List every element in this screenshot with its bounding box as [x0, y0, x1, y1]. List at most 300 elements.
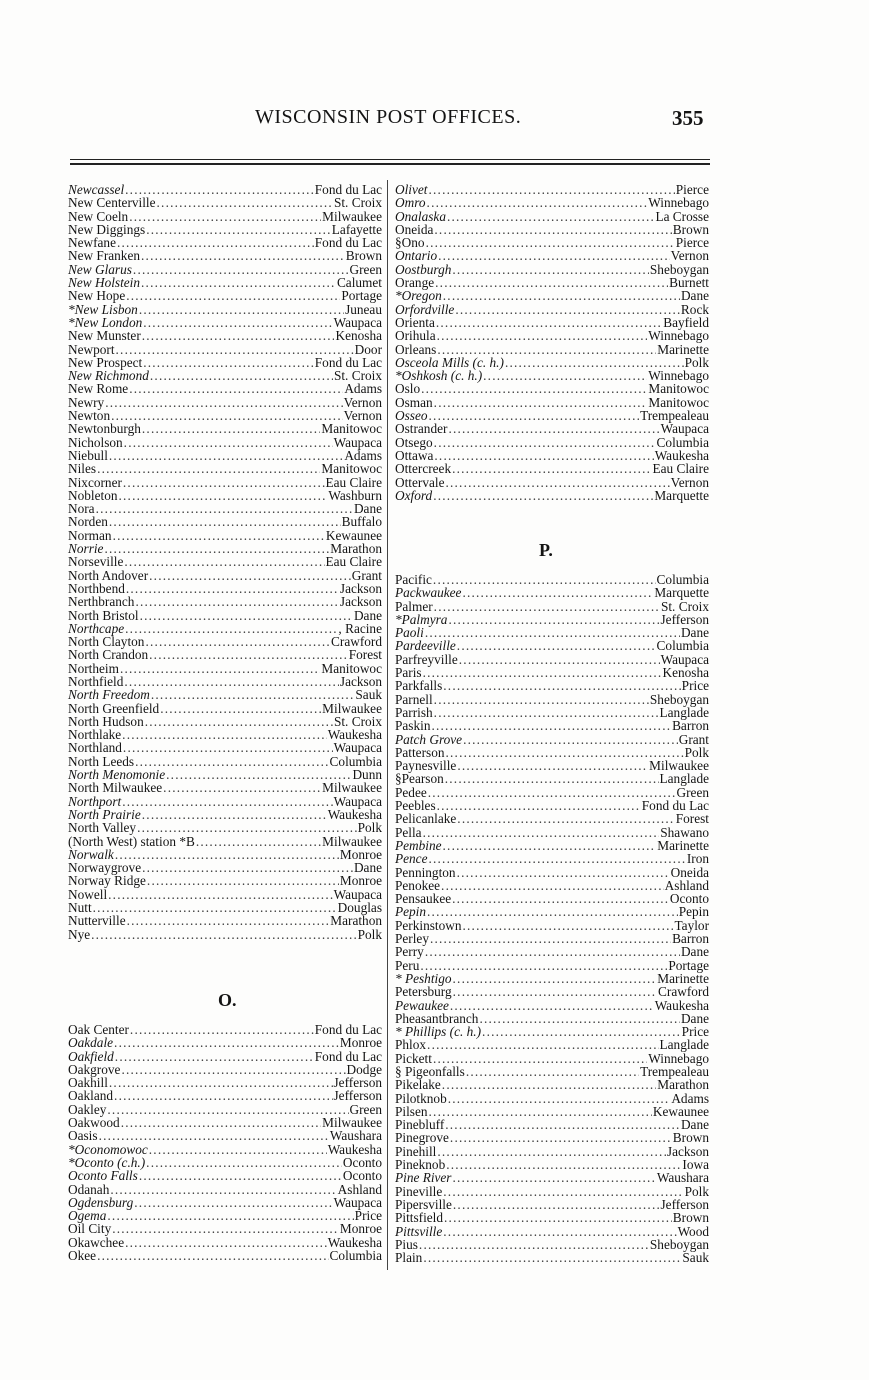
county-name: Waupaca: [333, 793, 382, 809]
county-name: Brown: [672, 221, 709, 237]
post-office-entry: [395, 639, 709, 652]
county-name: Pierce: [675, 182, 709, 197]
post-office-name: Pickett: [395, 1050, 432, 1066]
post-office-name: Ottervale: [395, 474, 445, 490]
dot-leader: [419, 1238, 649, 1251]
post-office-name: Norwalk: [68, 846, 114, 862]
county-name: Vernon: [670, 474, 709, 490]
county-name: Waupaca: [660, 651, 709, 667]
post-office-entry: [68, 515, 382, 528]
post-office-name: *Oconomowoc: [68, 1141, 148, 1157]
page-number: 355: [672, 106, 704, 130]
dot-leader: [443, 839, 657, 852]
post-office-name: Phlox: [395, 1037, 427, 1053]
county-name: Eau Claire: [325, 554, 382, 570]
dot-leader: [457, 812, 674, 825]
dot-leader: [134, 1196, 332, 1209]
dot-leader: [129, 382, 343, 395]
post-office-entry: [68, 396, 382, 409]
post-office-entry: [68, 1156, 382, 1169]
post-office-entry: [68, 476, 382, 489]
section-letter-p: P.: [539, 540, 553, 560]
dot-leader: [145, 715, 333, 728]
post-office-entry: [68, 1036, 382, 1049]
county-name: Kenosha: [335, 328, 382, 344]
post-office-entry: [395, 733, 709, 746]
post-office-name: Oak Center: [68, 1022, 129, 1037]
county-name: Rock: [680, 301, 709, 317]
post-office-entry: [395, 693, 709, 706]
post-office-entry: [395, 892, 709, 905]
post-office-name: Ontario: [395, 248, 438, 264]
dot-leader: [466, 1065, 639, 1078]
county-name: Dane: [680, 288, 709, 304]
county-name: Shawano: [660, 824, 709, 840]
post-office-name: North Valley: [68, 820, 137, 836]
dot-leader: [453, 972, 657, 985]
post-office-entry: [395, 1211, 709, 1224]
post-office-entry: [395, 706, 709, 719]
county-name: Vernon: [343, 394, 382, 410]
dot-leader: [427, 905, 678, 918]
post-office-entry: [395, 613, 709, 626]
county-name: Oconto: [342, 1154, 382, 1170]
post-office-entry: [395, 666, 709, 679]
post-office-name: Patterson: [395, 744, 445, 760]
post-office-entry: [68, 821, 382, 834]
post-office-name: Norden: [68, 514, 108, 530]
county-name: Lafayette: [331, 221, 382, 237]
dot-leader: [107, 1103, 348, 1116]
dot-leader: [452, 462, 651, 475]
dot-leader: [505, 356, 684, 369]
post-office-name: Norseville: [68, 554, 124, 570]
county-name: Waukesha: [654, 447, 709, 463]
post-office-name: Oostburgh: [395, 261, 452, 277]
dot-leader: [143, 356, 314, 369]
dot-leader: [124, 675, 339, 688]
post-office-entry: [68, 1076, 382, 1089]
county-name: Marinette: [657, 970, 709, 986]
county-name: Milwaukee: [322, 208, 382, 224]
dot-leader: [427, 196, 648, 209]
post-office-entry: [68, 316, 382, 329]
post-office-entry: [68, 369, 382, 382]
dot-leader: [93, 901, 337, 914]
post-office-entry: [395, 329, 709, 342]
dot-leader: [157, 196, 333, 209]
post-office-entry: [68, 276, 382, 289]
county-name: Milwaukee: [322, 833, 382, 849]
post-office-name: Oakley: [68, 1101, 107, 1117]
post-office-entry: [395, 985, 709, 998]
post-office-name: Parnell: [395, 691, 433, 707]
dot-leader: [463, 919, 674, 932]
post-office-name: Perley: [395, 931, 429, 947]
post-office-entry: [395, 1131, 709, 1144]
county-name: Price: [681, 1024, 709, 1040]
post-office-entry: [395, 786, 709, 799]
dot-leader: [462, 586, 653, 599]
post-office-entry: [395, 919, 709, 932]
county-name: Waupaca: [333, 1194, 382, 1210]
post-office-name: Northcape: [68, 620, 125, 636]
county-name: Fond du Lac: [314, 1048, 382, 1064]
column-right-p-entries: [395, 573, 709, 1264]
post-office-entry: [395, 436, 709, 449]
dot-leader: [99, 1129, 329, 1142]
post-office-name: Newtonburgh: [68, 421, 141, 437]
county-name: Columbia: [329, 753, 382, 769]
county-name: Buffalo: [341, 514, 382, 530]
post-office-entry: [395, 382, 709, 395]
post-office-entry: [395, 276, 709, 289]
post-office-entry: [68, 449, 382, 462]
post-office-name: Nora: [68, 501, 95, 517]
dot-leader: [141, 276, 336, 289]
county-name: Fond du Lac: [314, 235, 382, 251]
post-office-entry: [68, 1116, 382, 1129]
county-name: Washburn: [328, 487, 382, 503]
post-office-name: Norman: [68, 527, 112, 543]
county-name: La Crosse: [655, 208, 709, 224]
post-office-name: Nobleton: [68, 487, 118, 503]
county-name: Dane: [353, 860, 382, 876]
county-name: Milwaukee: [649, 758, 709, 774]
post-office-entry: [68, 1063, 382, 1076]
post-office-name: Ogema: [68, 1208, 107, 1224]
dot-leader: [115, 1050, 314, 1063]
post-office-entry: [395, 746, 709, 759]
county-name: Monroe: [339, 1221, 382, 1237]
county-name: Winnebago: [648, 195, 709, 211]
post-office-name: Packwaukee: [395, 585, 462, 601]
post-office-entry: [395, 249, 709, 262]
county-name: Marinette: [657, 837, 709, 853]
dot-leader: [109, 449, 343, 462]
post-office-name: Pepin: [395, 904, 427, 920]
post-office-entry: [395, 356, 709, 369]
post-office-name: Pineville: [395, 1183, 443, 1199]
dot-leader: [114, 1036, 339, 1049]
county-name: Trempealeau: [640, 408, 709, 424]
county-name: Sheboygan: [649, 1236, 709, 1252]
county-name: Sheboygan: [649, 691, 709, 707]
post-office-entry: [395, 905, 709, 918]
dot-leader: [142, 329, 335, 342]
county-name: Portage: [341, 288, 382, 304]
post-office-entry: [68, 183, 382, 196]
post-office-name: Oconto Falls: [68, 1168, 138, 1184]
post-office-entry: [395, 236, 709, 249]
post-office-name: North Leeds: [68, 753, 135, 769]
post-office-name: Nicholson: [68, 434, 123, 450]
county-name: Burnett: [669, 275, 709, 291]
county-name: Manitowoc: [321, 421, 382, 437]
post-office-name: Palmer: [395, 598, 433, 614]
dot-leader: [428, 786, 676, 799]
county-name: Taylor: [674, 917, 709, 933]
dot-leader: [457, 759, 648, 772]
post-office-name: North Crandon: [68, 647, 149, 663]
post-office-name: Petersburg: [395, 984, 452, 1000]
post-office-entry: [395, 489, 709, 502]
post-office-name: Plain: [395, 1250, 423, 1266]
county-name: Marathon: [657, 1077, 709, 1093]
dot-leader: [149, 648, 348, 661]
dot-leader: [140, 609, 353, 622]
county-name: Juneau: [345, 301, 382, 317]
county-name: Crawford: [658, 984, 709, 1000]
post-office-name: Oakwood: [68, 1115, 120, 1131]
post-office-entry: [395, 826, 709, 839]
dot-leader: [139, 303, 344, 316]
county-name: Brown: [672, 1130, 709, 1146]
post-office-entry: [395, 839, 709, 852]
dot-leader: [437, 329, 648, 342]
dot-leader: [430, 932, 671, 945]
dot-leader: [448, 613, 659, 626]
dot-leader: [448, 1092, 671, 1105]
county-name: Oconto: [342, 1168, 382, 1184]
dot-leader: [420, 959, 667, 972]
county-name: Green: [676, 784, 709, 800]
post-office-name: Nye: [68, 926, 91, 942]
post-office-entry: [68, 914, 382, 927]
post-office-entry: [395, 972, 709, 985]
county-name: Portage: [668, 957, 709, 973]
post-office-entry: [395, 679, 709, 692]
county-name: Adams: [671, 1090, 709, 1106]
county-name: Langlade: [659, 771, 709, 787]
post-office-name: Pembine: [395, 837, 442, 853]
post-office-entry: [68, 289, 382, 302]
post-office-name: Orienta: [395, 314, 435, 330]
county-name: Dunn: [352, 767, 382, 783]
county-name: Jackson: [339, 594, 382, 610]
post-office-name: North Freedom: [68, 687, 150, 703]
post-office-entry: [395, 879, 709, 892]
post-office-name: Oxford: [395, 487, 433, 503]
post-office-name: * Peshtigo: [395, 970, 452, 986]
post-office-name: Pilsen: [395, 1103, 428, 1119]
dot-leader: [126, 582, 339, 595]
county-name: Fond du Lac: [314, 182, 382, 197]
post-office-name: New Prospect: [68, 354, 143, 370]
post-office-name: Pine River: [395, 1170, 452, 1186]
dot-leader: [141, 249, 345, 262]
county-name: Fond du Lac: [314, 1022, 382, 1037]
header-rule-thin: [70, 159, 710, 160]
county-name: Dodge: [346, 1061, 382, 1077]
dot-leader: [119, 489, 328, 502]
post-office-name: Northport: [68, 793, 122, 809]
dot-leader: [459, 653, 660, 666]
post-office-name: New Centerville: [68, 195, 156, 211]
dot-leader: [445, 772, 659, 785]
post-office-name: Pinehill: [395, 1143, 437, 1159]
county-name: Waukesha: [327, 727, 382, 743]
county-name: Winnebago: [648, 368, 709, 384]
dot-leader: [433, 489, 653, 502]
post-office-name: Otsego: [395, 434, 433, 450]
post-office-entry: [68, 808, 382, 821]
county-name: Milwaukee: [322, 1115, 382, 1131]
post-office-name: Northlake: [68, 727, 122, 743]
post-office-entry: [68, 356, 382, 369]
county-name: Oneida: [670, 864, 709, 880]
dot-leader: [482, 1025, 681, 1038]
county-name: Waukesha: [654, 997, 709, 1013]
county-name: Barron: [672, 931, 709, 947]
post-office-entry: [395, 959, 709, 972]
dot-leader: [444, 1211, 672, 1224]
dot-leader: [123, 741, 333, 754]
dot-leader: [129, 210, 321, 223]
county-name: Polk: [684, 744, 709, 760]
dot-leader: [423, 1251, 681, 1264]
dot-leader: [104, 542, 329, 555]
dot-leader: [427, 1038, 658, 1051]
post-office-name: Norwaygrove: [68, 860, 142, 876]
post-office-entry: [68, 928, 382, 941]
post-office-name: North Greenfield: [68, 700, 160, 716]
post-office-entry: [395, 396, 709, 409]
post-office-entry: [68, 462, 382, 475]
post-office-name: Perry: [395, 944, 424, 960]
post-office-name: Pittsville: [395, 1223, 443, 1239]
post-office-entry: [68, 382, 382, 395]
dot-leader: [452, 892, 669, 905]
post-office-entry: [68, 795, 382, 808]
county-name: Manitowoc: [648, 394, 709, 410]
post-office-entry: [68, 1222, 382, 1235]
dot-leader: [97, 1249, 328, 1262]
dot-leader: [137, 821, 357, 834]
county-name: Wood: [677, 1223, 709, 1239]
dot-leader: [423, 666, 662, 679]
county-name: Columbia: [656, 434, 709, 450]
county-name: Marquette: [654, 487, 709, 503]
post-office-name: Northland: [68, 740, 122, 756]
county-name: Douglas: [337, 900, 382, 916]
county-name: Vernon: [670, 248, 709, 264]
county-name: Waupaca: [333, 434, 382, 450]
dot-leader: [166, 768, 351, 781]
county-name: Kenosha: [662, 665, 709, 681]
post-office-name: *New London: [68, 314, 143, 330]
county-name: Price: [681, 678, 709, 694]
dot-leader: [423, 826, 660, 839]
post-office-name: Osceola Mills (c. h.): [395, 354, 504, 370]
dot-leader: [450, 999, 654, 1012]
dot-leader: [108, 888, 332, 901]
post-office-entry: [68, 1089, 382, 1102]
dot-leader: [121, 1063, 345, 1076]
post-office-entry: [68, 1103, 382, 1116]
post-office-entry: [395, 586, 709, 599]
post-office-entry: [68, 303, 382, 316]
county-name: Vernon: [343, 408, 382, 424]
dot-leader: [443, 1185, 683, 1198]
county-name: Ashland: [337, 1181, 382, 1197]
post-office-entry: [395, 812, 709, 825]
county-name: Adams: [344, 447, 382, 463]
dot-leader: [124, 555, 324, 568]
post-office-name: Nutterville: [68, 913, 126, 929]
county-name: Oconto: [669, 891, 709, 907]
post-office-name: Nowell: [68, 886, 108, 902]
post-office-entry: [68, 888, 382, 901]
post-office-name: Pius: [395, 1236, 418, 1252]
post-office-name: North Milwaukee: [68, 780, 163, 796]
post-office-entry: [68, 569, 382, 582]
county-name: Kewaunee: [325, 527, 382, 543]
post-office-name: Pewaukee: [395, 997, 449, 1013]
post-office-name: Onalaska: [395, 208, 446, 224]
dot-leader: [483, 369, 647, 382]
post-office-entry: [68, 622, 382, 635]
dot-leader: [425, 626, 680, 639]
post-office-entry: [395, 999, 709, 1012]
dot-leader: [437, 799, 641, 812]
post-office-name: North Bristol: [68, 607, 139, 623]
post-office-name: Oakgrove: [68, 1061, 121, 1077]
post-office-name: Pilotknob: [395, 1090, 447, 1106]
dot-leader: [105, 396, 342, 409]
county-name: Polk: [357, 820, 382, 836]
post-office-entry: [68, 196, 382, 209]
post-office-name: Osman: [395, 394, 433, 410]
post-office-name: Niebull: [68, 447, 108, 463]
dot-leader: [149, 1143, 327, 1156]
dot-leader: [114, 1089, 332, 1102]
post-office-entry: [395, 422, 709, 435]
post-office-entry: [395, 852, 709, 865]
county-name: Waupaca: [333, 314, 382, 330]
post-office-entry: [68, 1236, 382, 1249]
post-office-name: New Rome: [68, 381, 129, 397]
post-office-entry: [395, 196, 709, 209]
dot-leader: [448, 422, 659, 435]
dot-leader: [109, 1076, 333, 1089]
post-office-name: Pacific: [395, 572, 432, 587]
post-office-name: Pelicanlake: [395, 811, 457, 827]
post-office-entry: [68, 662, 382, 675]
post-office-entry: [68, 901, 382, 914]
post-office-name: Newcassel: [68, 182, 125, 197]
post-office-name: New Holstein: [68, 275, 141, 291]
dot-leader: [142, 861, 353, 874]
post-office-name: *Oconto (c.h.): [68, 1154, 146, 1170]
post-office-name: Orfordville: [395, 301, 455, 317]
post-office-name: Olivet: [395, 182, 428, 197]
post-office-name: Parrish: [395, 704, 433, 720]
section-letter-o: O.: [218, 990, 237, 1010]
column-left-n-entries: [68, 183, 382, 941]
county-name: Monroe: [339, 846, 382, 862]
post-office-entry: [395, 263, 709, 276]
post-office-name: Ottercreek: [395, 461, 452, 477]
post-office-entry: [395, 719, 709, 732]
column-left-o-entries: [68, 1023, 382, 1262]
county-name: Marathon: [330, 913, 382, 929]
post-office-name: Penokee: [395, 877, 441, 893]
post-office-entry: [68, 595, 382, 608]
post-office-name: North Andover: [68, 567, 149, 583]
post-office-entry: [68, 343, 382, 356]
post-office-entry: [68, 835, 382, 848]
